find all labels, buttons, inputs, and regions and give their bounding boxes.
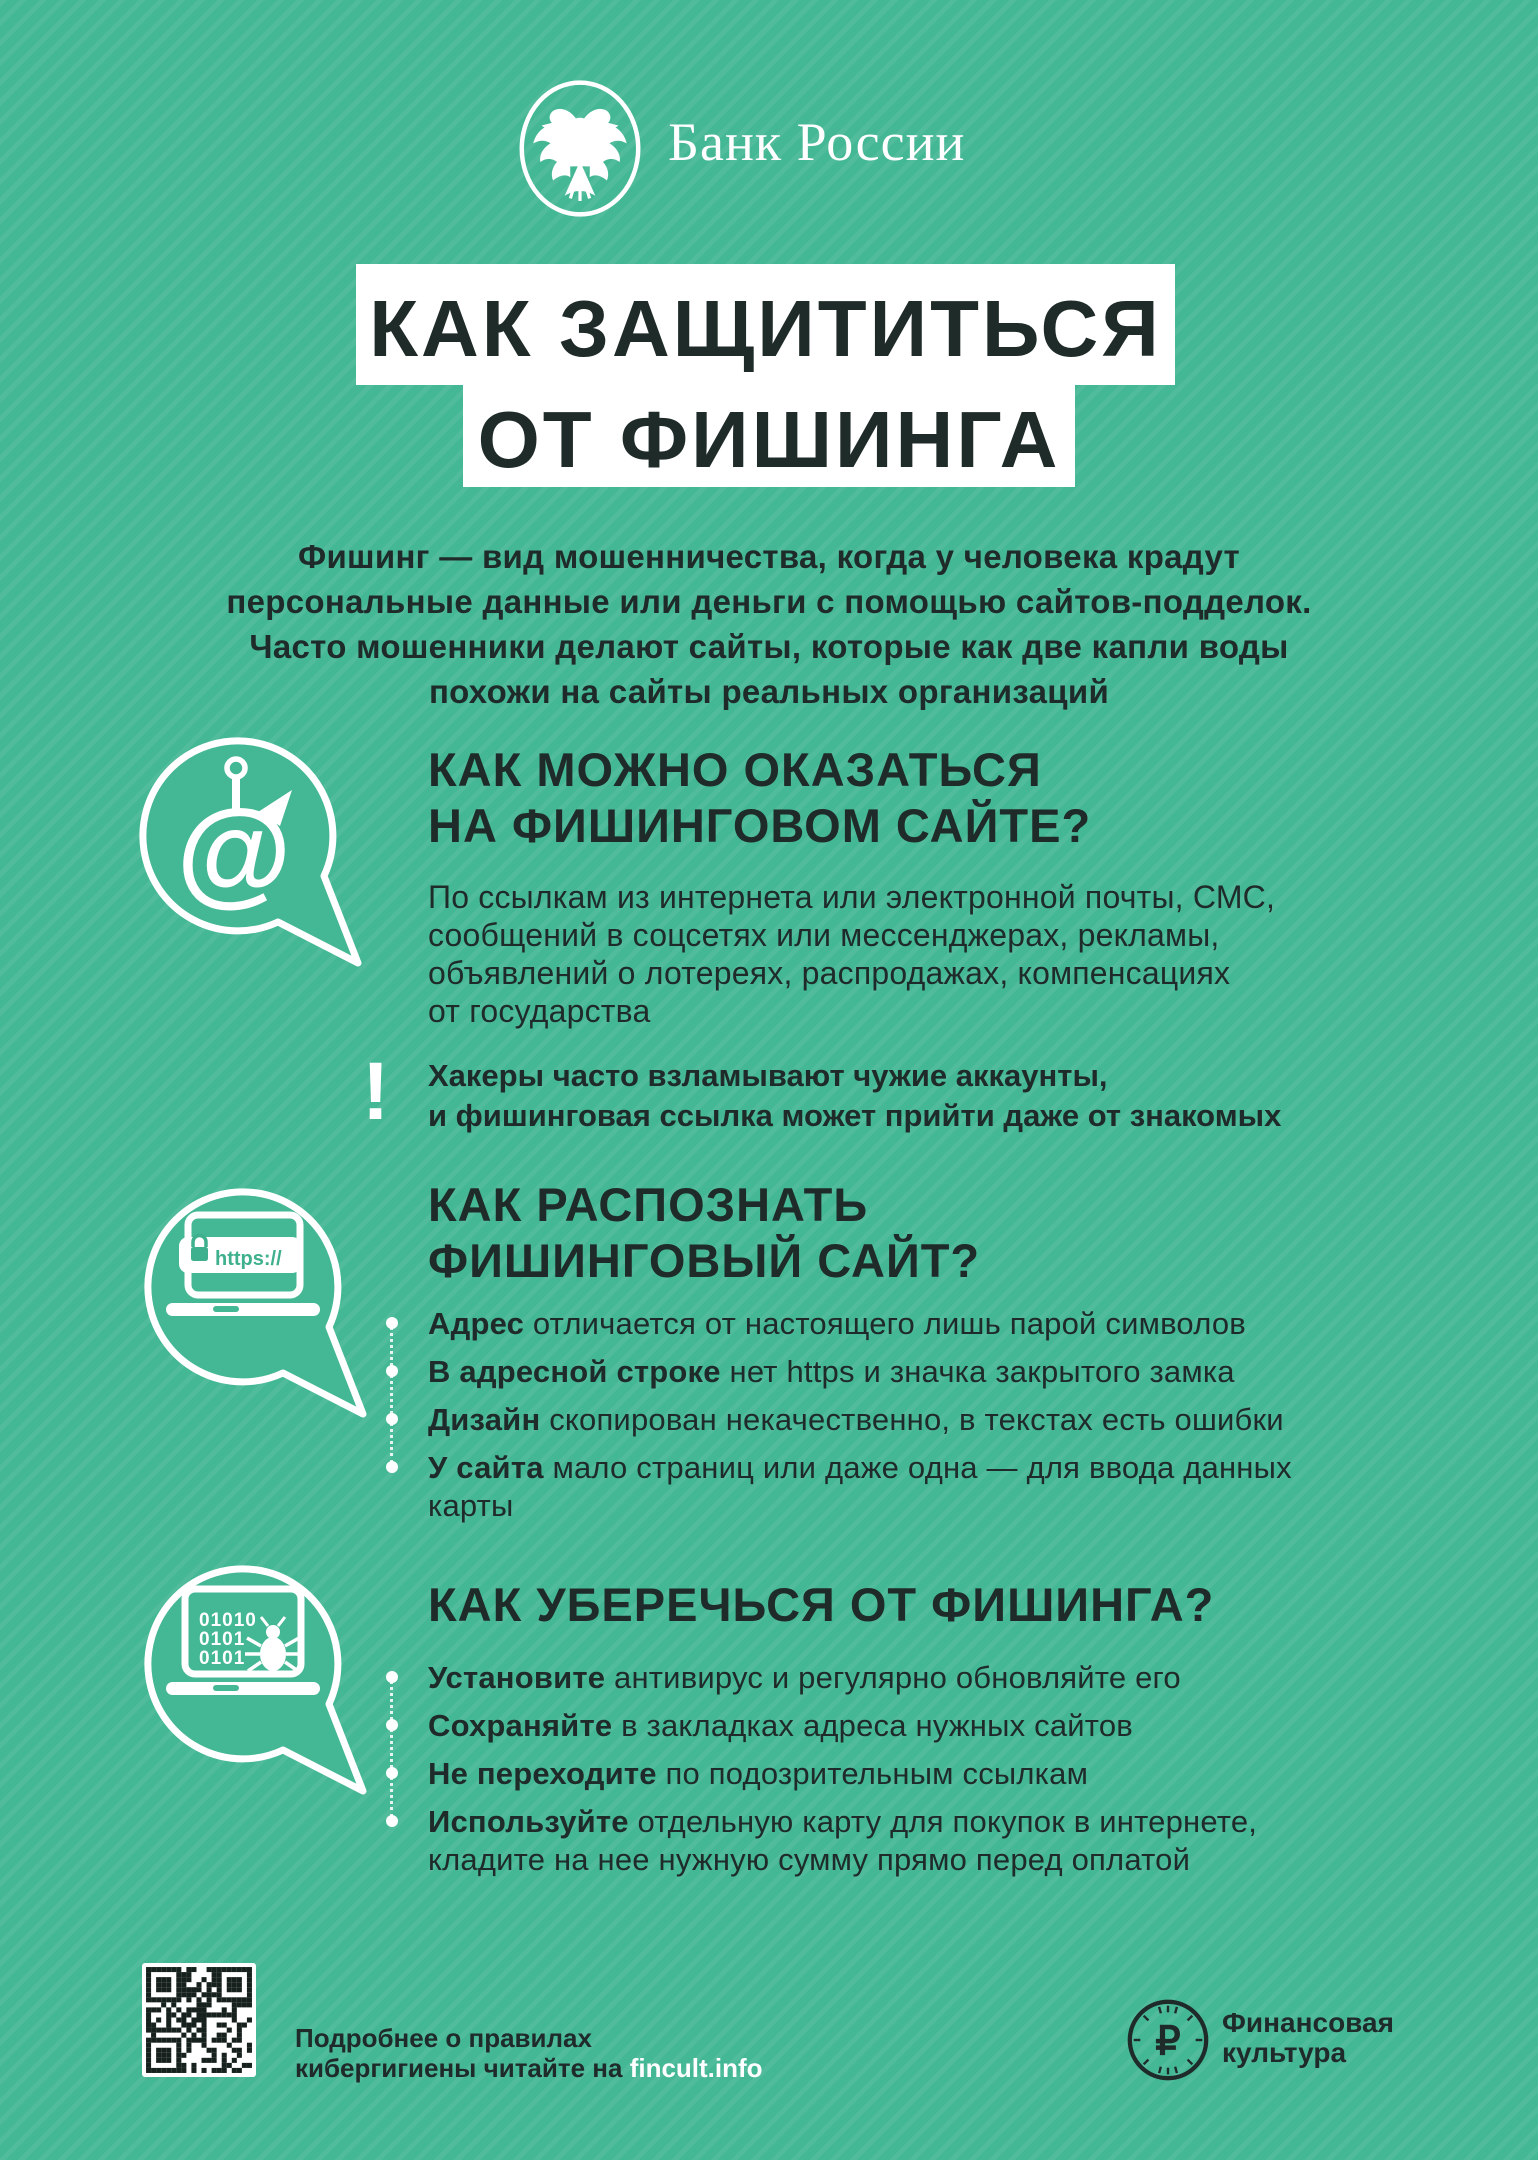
bullet-connector-line bbox=[390, 1326, 393, 1464]
intro-line: Часто мошенники делают сайты, которые как две капли воды bbox=[249, 628, 1289, 665]
intro-line: Фишинг — вид мошенничества, когда у человека крадут bbox=[298, 538, 1240, 575]
list-item: Не переходите по подозрительным ссылкам bbox=[428, 1755, 1428, 1793]
list-item: Используйте отдельную карту для покупок в интернете, кладите на нее нужную сумму прямо перед оплатой bbox=[428, 1803, 1428, 1879]
list-item: Адрес отличается от настоящего лишь парой символов bbox=[428, 1305, 1428, 1343]
https-label: https:// bbox=[215, 1248, 282, 1270]
laptop-https-icon bbox=[133, 1177, 373, 1432]
bullet-connector-line bbox=[390, 1680, 393, 1818]
list-item: Установите антивирус и регулярно обновляйте его bbox=[428, 1659, 1428, 1697]
brand-wordmark: Банк России bbox=[668, 112, 966, 172]
hook-at-icon bbox=[128, 726, 368, 981]
list-item: Дизайн скопирован некачественно, в текстах есть ошибки bbox=[428, 1401, 1428, 1439]
exclamation-icon: ! bbox=[362, 1046, 390, 1137]
section1-body: По ссылкам из интернета или электронной почты, СМС, сообщений в соцсетях или мессенджерах, рекламы, объявлений о лотереях, распродажах, компенсациях от государства bbox=[428, 879, 1276, 1029]
intro-paragraph bbox=[0, 534, 1538, 714]
warning-text: Хакеры часто взламывают чужие аккаунты, и фишинговая ссылка может прийти даже от знакомых bbox=[428, 1058, 1282, 1133]
section3-bullet-list bbox=[428, 1659, 1428, 1889]
svg-text:0101: 0101 bbox=[199, 1648, 246, 1669]
list-item: У сайта мало страниц или даже одна — для ввода данных карты bbox=[428, 1449, 1428, 1525]
ruble-glyph: ₽ bbox=[1155, 2019, 1181, 2064]
at-glyph: @ bbox=[176, 786, 292, 918]
svg-text:0101: 0101 bbox=[199, 1629, 246, 1650]
list-item: Сохраняйте в закладках адреса нужных сайтов bbox=[428, 1707, 1428, 1745]
laptop-virus-icon bbox=[133, 1554, 373, 1809]
list-item: В адресной строке нет https и значка закрытого замка bbox=[428, 1353, 1428, 1391]
fincult-link[interactable]: fincult.info bbox=[629, 2053, 763, 2083]
intro-line: похожи на сайты реальных организаций bbox=[428, 673, 1110, 710]
fincult-wordmark: Финансовая культура bbox=[1222, 2007, 1394, 2068]
section1-heading: КАК МОЖНО ОКАЗАТЬСЯ НА ФИШИНГОВОМ САЙТЕ? bbox=[428, 743, 1092, 852]
svg-text:01010: 01010 bbox=[199, 1610, 257, 1631]
footer-note: Подробнее о правилах кибергигиены читайте на fincult.info bbox=[295, 2023, 763, 2083]
section2-bullet-list bbox=[428, 1305, 1428, 1535]
page-title-line2: ОТ ФИШИНГА bbox=[463, 385, 1075, 487]
page-title-line1: КАК ЗАЩИТИТЬСЯ bbox=[356, 264, 1175, 385]
section2-heading: КАК РАСПОЗНАТЬ ФИШИНГОВЫЙ САЙТ? bbox=[428, 1178, 981, 1287]
qr-code bbox=[142, 1963, 256, 2082]
section3-heading: КАК УБЕРЕЧЬСЯ ОТ ФИШИНГА? bbox=[428, 1578, 1215, 1631]
bank-of-russia-eagle-icon bbox=[516, 78, 644, 224]
intro-line: персональные данные или деньги с помощью сайтов-подделок. bbox=[226, 583, 1312, 620]
fincult-ruble-icon bbox=[1126, 1998, 1210, 2087]
